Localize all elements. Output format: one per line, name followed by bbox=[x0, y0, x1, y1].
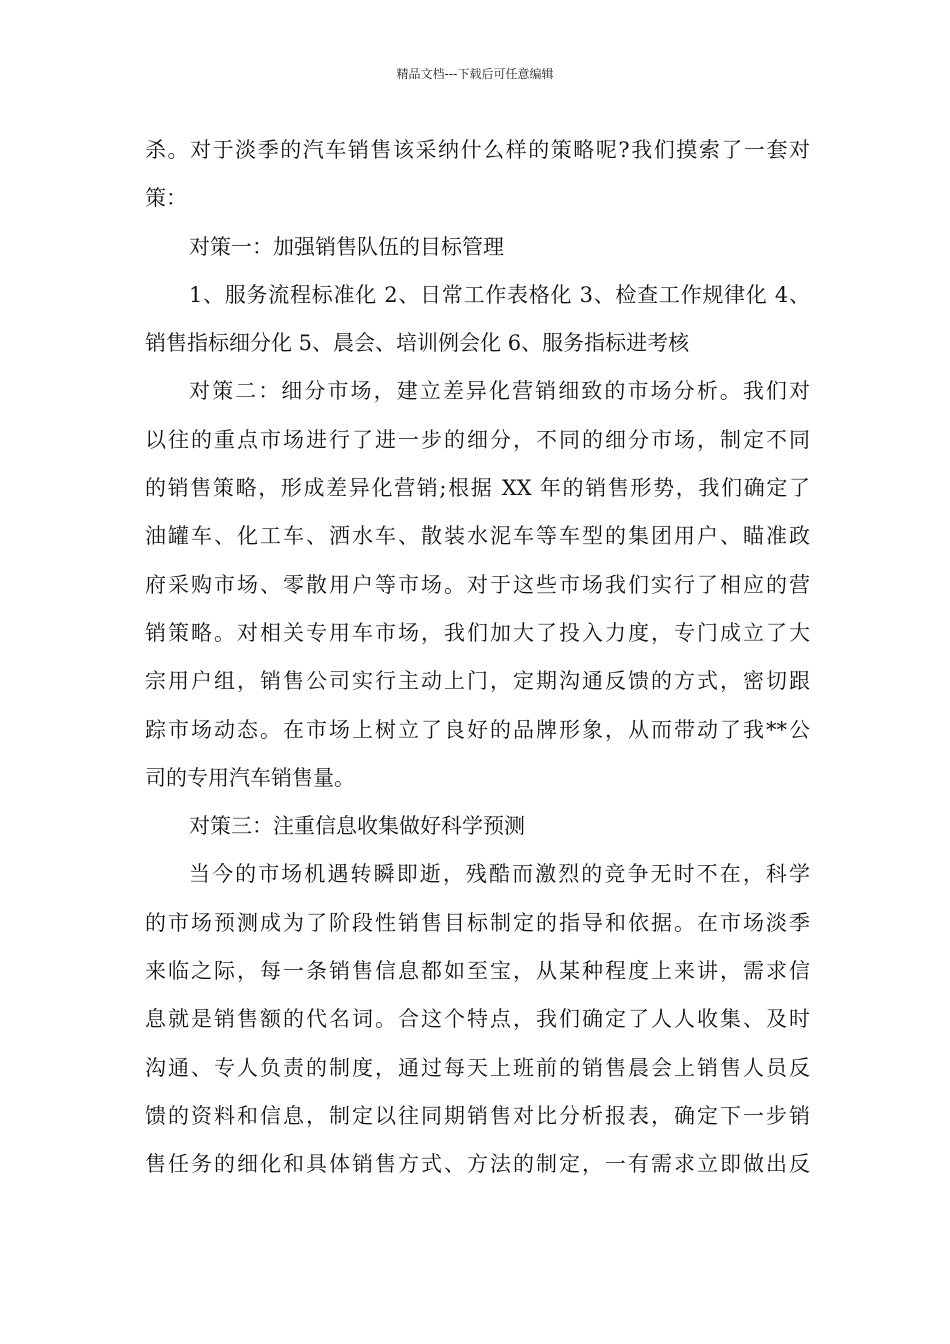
text-line: 油罐车、化工车、洒水车、散装水泥车等车型的集团用户、瞄准政 bbox=[145, 524, 810, 549]
page-header: 精品文档---下载后可任意编辑 bbox=[396, 67, 554, 81]
text-line: 的市场预测成为了阶段性销售目标制定的指导和依据。在市场淡季 bbox=[145, 910, 810, 935]
text-line: 销策略。对相关专用车市场，我们加大了投入力度，专门成立了大 bbox=[145, 620, 810, 645]
text-line: 1、服务流程标准化 2、日常工作表格化 3、检查工作规律化 4、 bbox=[189, 282, 810, 307]
text-line: 司的专用汽车销售量。 bbox=[145, 765, 355, 790]
text-line: 府采购市场、零散用户等市场。对于这些市场我们实行了相应的营 bbox=[145, 572, 810, 597]
text-line: 来临之际，每一条销售信息都如至宝，从某种程度上来讲，需求信 bbox=[145, 959, 810, 984]
text-line: 的销售策略，形成差异化营销;根据 XX 年的销售形势，我们确定了 bbox=[145, 476, 810, 501]
text-line: 当今的市场机遇转瞬即逝，残酷而激烈的竞争无时不在，科学 bbox=[189, 862, 810, 887]
text-line: 馈的资料和信息，制定以往同期销售对比分析报表，确定下一步销 bbox=[145, 1103, 810, 1128]
section-heading: 对策一：加强销售队伍的目标管理 bbox=[189, 234, 504, 259]
text-line: 宗用户组，销售公司实行主动上门，定期沟通反馈的方式，密切跟 bbox=[145, 669, 810, 694]
text-line: 策： bbox=[145, 186, 187, 211]
text-line: 杀。对于淡季的汽车销售该采纳什么样的策略呢?我们摸索了一套对 bbox=[145, 138, 810, 162]
text-line: 踪市场动态。在市场上树立了良好的品牌形象，从而带动了我**公 bbox=[145, 717, 810, 742]
section-heading: 对策三：注重信息收集做好科学预测 bbox=[189, 814, 525, 839]
text-line: 销售指标细分化 5、晨会、培训例会化 6、服务指标进考核 bbox=[145, 331, 690, 356]
document-body bbox=[145, 126, 810, 1189]
text-line: 沟通、专人负责的制度，通过每天上班前的销售晨会上销售人员反 bbox=[145, 1055, 810, 1080]
text-line: 售任务的细化和具体销售方式、方法的制定，一有需求立即做出反 bbox=[145, 1152, 810, 1177]
text-line: 息就是销售额的代名词。合这个特点，我们确定了人人收集、及时 bbox=[145, 1007, 810, 1032]
text-line: 对策二：细分市场，建立差异化营销细致的市场分析。我们对 bbox=[189, 379, 810, 404]
text-line: 以往的重点市场进行了进一步的细分，不同的细分市场，制定不同 bbox=[145, 427, 810, 452]
